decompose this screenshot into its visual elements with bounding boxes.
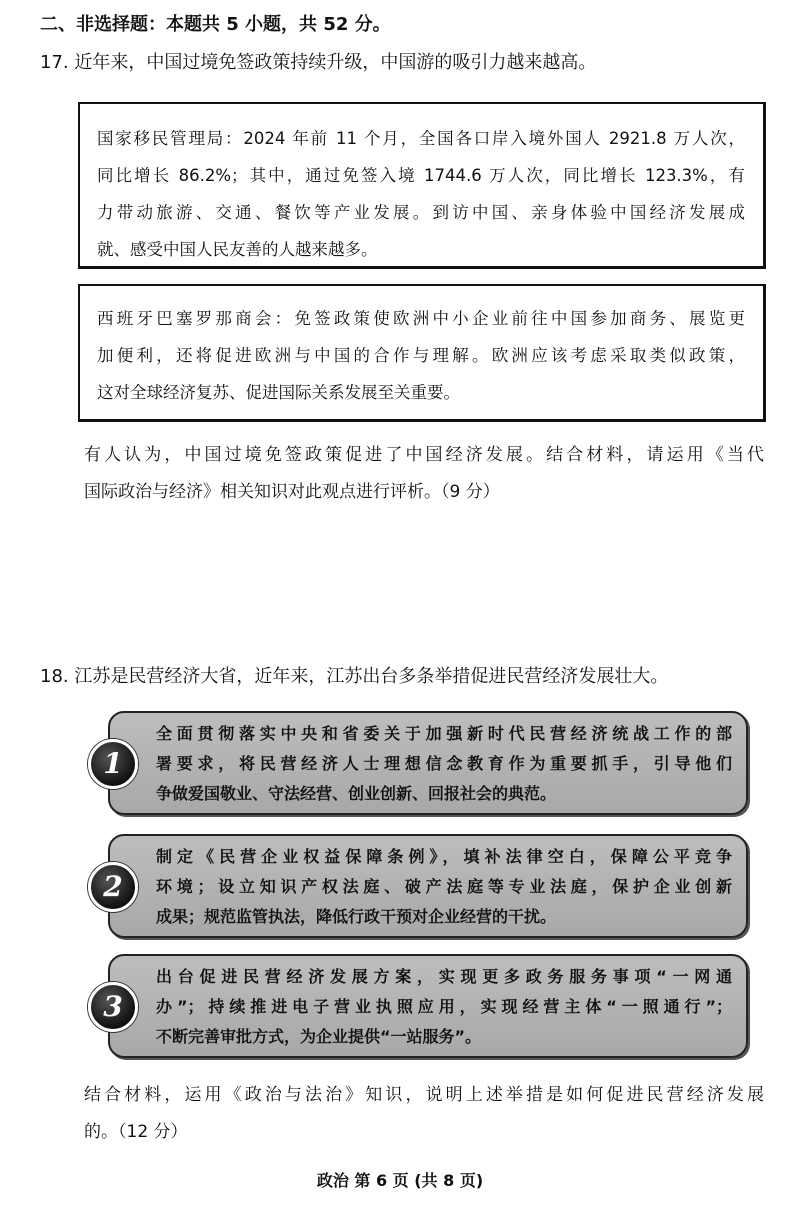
panel-line: 争做爱国敬业、守法经营、创业创新、回报社会的典范。 xyxy=(156,784,557,803)
panel-line: 办”；持续推进电子营业执照应用，实现经营主体“一照通行”； xyxy=(156,997,732,1016)
question-17-stem: 17. 近年来，中国过境免签政策持续升级，中国游的吸引力越来越高。 xyxy=(40,52,597,73)
material-line: 力带动旅游、交通、餐饮等产业发展。到访中国、亲身体验中国经济发展成 xyxy=(97,203,745,222)
panel-line: 成果；规范监管执法，降低行政干预对企业经营的干扰。 xyxy=(156,907,557,926)
material-line: 这对全球经济复苏、促进国际关系发展至关重要。 xyxy=(97,383,460,402)
number-badge: 3 xyxy=(88,982,138,1032)
question-18-prompt xyxy=(84,1077,764,1151)
prompt-line: 结合材料，运用《政治与法治》知识，说明上述举措是如何促进民营经济发展 xyxy=(84,1085,764,1105)
measure-panel-2 xyxy=(103,834,748,938)
question-17-prompt xyxy=(84,437,764,511)
panel-line: 制定《民营企业权益保障条例》，填补法律空白，保障公平竞争 xyxy=(156,847,732,866)
material-line: 就、感受中国人民友善的人越来越多。 xyxy=(97,240,378,259)
prompt-line: 的。（12 分） xyxy=(84,1122,188,1142)
panel-line: 出台促进民营经济发展方案，实现更多政务服务事项“一网通 xyxy=(156,967,732,986)
panel-line: 署要求，将民营经济人士理想信念教育作为重要抓手，引导他们 xyxy=(156,754,732,773)
panel-line: 不断完善审批方式，为企业提供“一站服务”。 xyxy=(156,1027,482,1046)
measure-panel-3 xyxy=(103,954,748,1058)
material-box-barcelona-chamber xyxy=(78,284,766,422)
panel-line: 环境；设立知识产权法庭、破产法庭等专业法庭，保护企业创新 xyxy=(156,877,732,896)
prompt-line: 国际政治与经济》相关知识对此观点进行评析。（9 分） xyxy=(84,482,500,502)
section-heading: 二、非选择题：本题共 5 小题，共 52 分。 xyxy=(40,14,391,35)
material-line: 同比增长 86.2%；其中，通过免签入境 1744.6 万人次，同比增长 123.3%，有 xyxy=(97,166,745,185)
material-line: 国家移民管理局：2024 年前 11 个月，全国各口岸入境外国人 2921.8 万人次， xyxy=(97,129,745,148)
number-badge: 2 xyxy=(88,862,138,912)
number-badge: 1 xyxy=(88,739,138,789)
question-18-stem: 18. 江苏是民营经济大省，近年来，江苏出台多条举措促进民营经济发展壮大。 xyxy=(40,666,669,687)
prompt-line: 有人认为，中国过境免签政策促进了中国经济发展。结合材料，请运用《当代 xyxy=(84,445,764,465)
page-footer: 政治 第 6 页 (共 8 页) xyxy=(316,1171,484,1190)
material-line: 西班牙巴塞罗那商会：免签政策使欧洲中小企业前往中国参加商务、展览更 xyxy=(97,309,745,328)
measure-panel-1 xyxy=(103,711,748,815)
material-box-immigration-bureau xyxy=(78,102,766,269)
panel-line: 全面贯彻落实中央和省委关于加强新时代民营经济统战工作的部 xyxy=(156,724,732,743)
material-line: 加便利，还将促进欧洲与中国的合作与理解。欧洲应该考虑采取类似政策， xyxy=(97,346,745,365)
